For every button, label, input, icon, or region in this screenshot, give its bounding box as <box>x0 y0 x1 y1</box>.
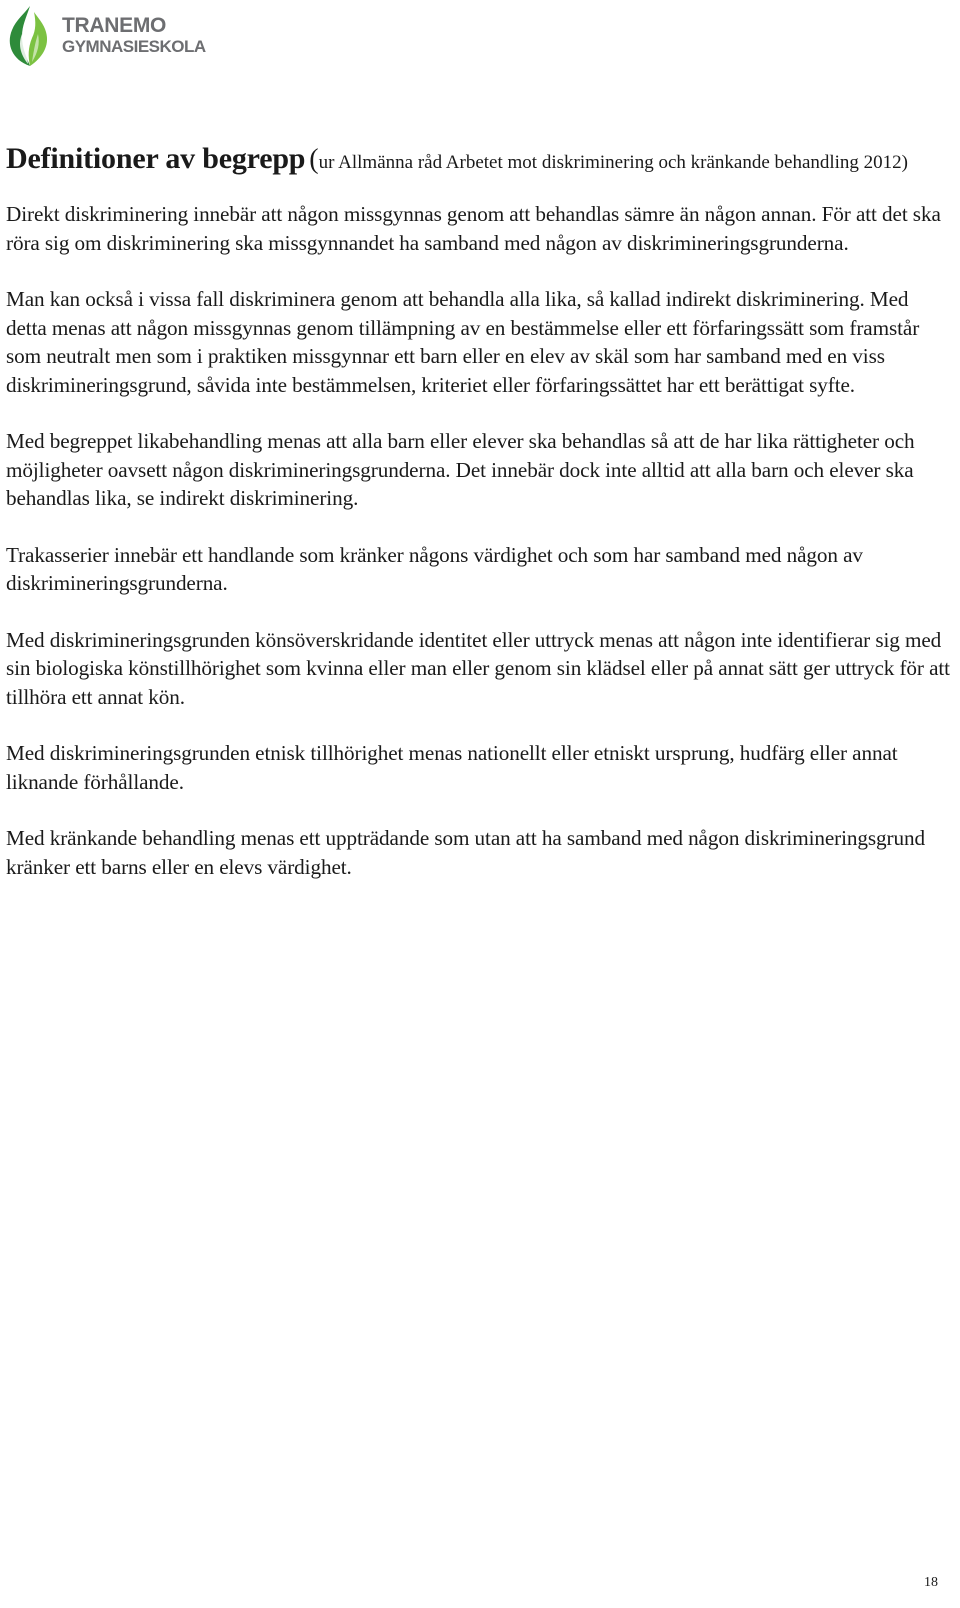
section-heading <box>6 142 951 178</box>
paragraph-ethnicity: Med diskrimineringsgrunden etnisk tillhörighet menas nationellt eller etniskt ursprung, hudfärg eller annat liknande förhållande. <box>6 741 898 794</box>
paragraph-indirect-discrimination: Man kan också i vissa fall diskriminera genom att behandla alla lika, så kallad indirekt diskriminering. Med detta menas att någon missgynnas genom tillämpning av en bestämmelse eller ett förfaringssätt som framstår som neutralt men som i praktiken missgynnar ett barn eller en elev av skäl som har samband med en viss diskrimineringsgrund, såvida inte bestämmelsen, kriteriet eller förfaringssättet har ett berättigat syfte. <box>6 287 920 397</box>
document-body <box>6 142 951 909</box>
heading-source: ur Allmänna råd Arbetet mot diskriminering och kränkande behandling 2012) <box>318 152 909 173</box>
logo-line-2: GYMNASIESKOLA <box>62 37 206 56</box>
paragraph-harassment: Trakasserier innebär ett handlande som kränker någons värdighet och som har samband med någon av diskrimineringsgrunderna. <box>6 542 863 595</box>
school-logo <box>4 4 206 68</box>
paragraph-equal-treatment: Med begreppet likabehandling menas att alla barn eller elever ska behandlas så att de har lika rättigheter och möjligheter oavsett någon diskrimineringsgrunderna. Det innebär dock inte alltid att alla barn och elever ska behandlas lika, se indirekt diskriminering. <box>6 429 915 510</box>
heading-title: Definitioner av begrepp <box>6 142 306 175</box>
paragraph-transgender-identity: Med diskrimineringsgrunden könsöverskridande identitet eller uttryck menas att någon inte identifierar sig med sin biologiska könstillhörighet som kvinna eller man eller genom sin klädsel eller på annat sätt ger uttryck för att tillhöra ett annat kön. <box>6 627 950 709</box>
heading-paren: ( <box>309 144 319 175</box>
flame-leaf-icon <box>4 4 56 68</box>
paragraph-direct-discrimination: Direkt diskriminering innebär att någon missgynnas genom att behandlas sämre än någon annan. För att det ska röra sig om diskriminering ska missgynnandet ha samband med någon av diskrimineringsgrunderna. <box>6 202 941 255</box>
logo-line-1: TRANEMO <box>62 14 167 37</box>
paragraph-degrading-treatment: Med kränkande behandling menas ett uppträdande som utan att ha samband med någon diskrimineringsgrund kränker ett barns eller en elevs värdighet. <box>6 826 925 879</box>
page-number: 18 <box>924 1575 938 1590</box>
